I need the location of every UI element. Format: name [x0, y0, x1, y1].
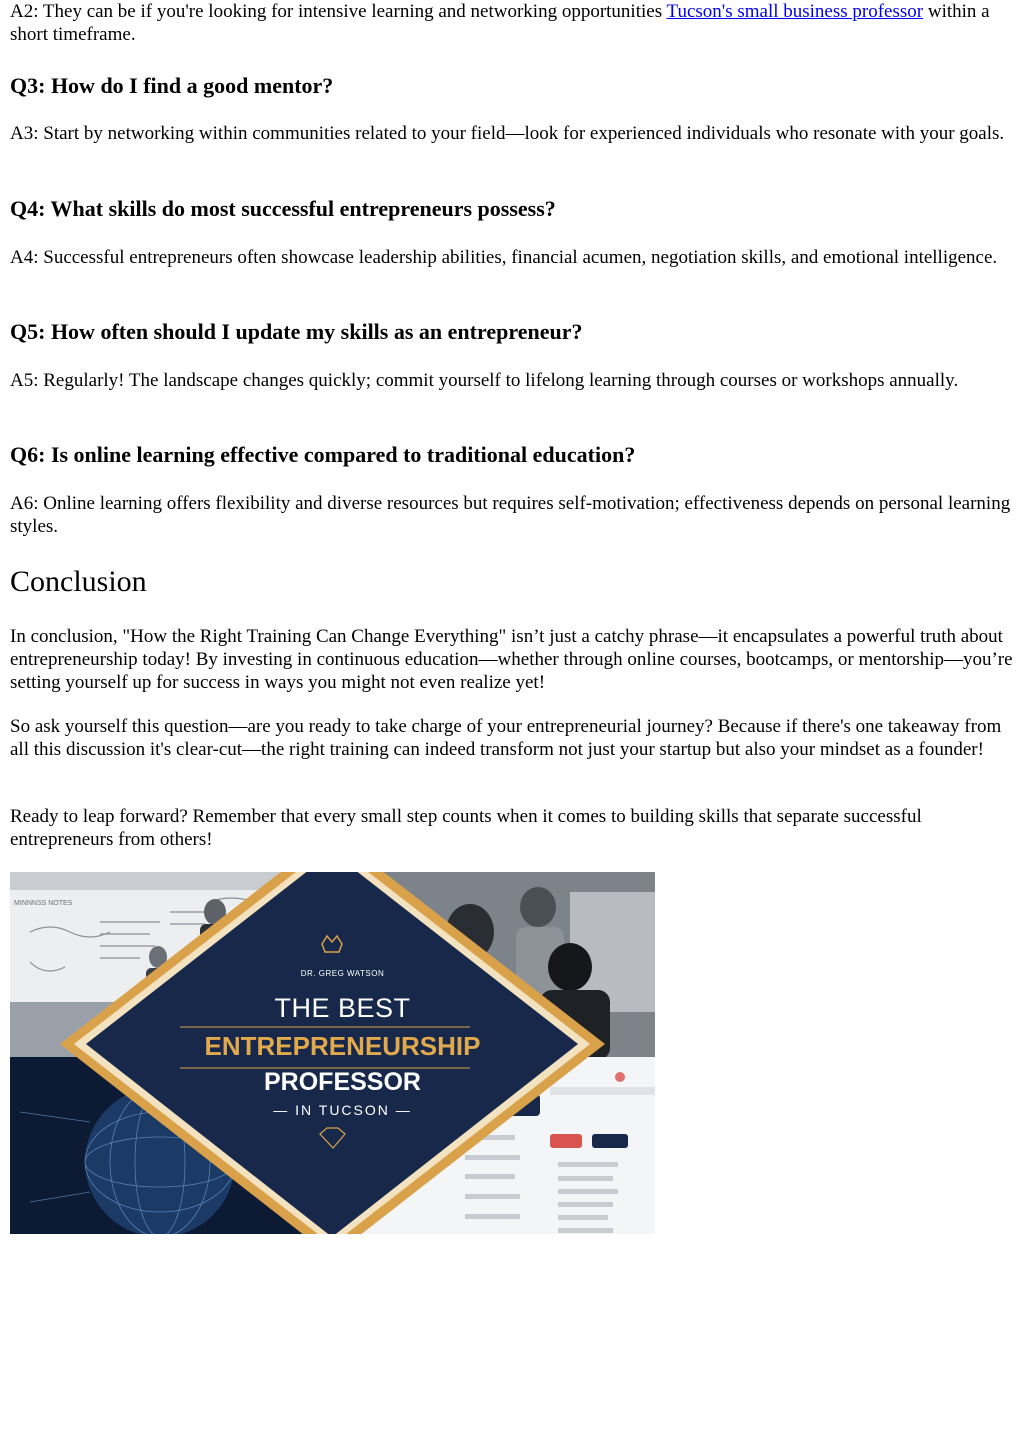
answer-a2-text: A2: They can be if you're looking for intensive learning and networking opportunities [10, 1, 667, 22]
badge-title-line3: PROFESSOR [264, 1068, 421, 1096]
dashboard-red-chip [550, 1134, 582, 1148]
answer-a5: A5: Regularly! The landscape changes quickly; commit yourself to lifelong learning through courses or workshops annually. [10, 370, 959, 391]
question-q3: Q3: How do I find a good mentor? [10, 73, 334, 98]
conclusion-heading: Conclusion [10, 565, 147, 598]
question-q4: Q4: What skills do most successful entrepreneurs possess? [10, 196, 556, 221]
answer-a3: A3: Start by networking within communities related to your field—look for experienced individuals who resonate with your goals. [10, 123, 1005, 144]
badge-name-line: DR. GREG WATSON [300, 969, 385, 978]
dashboard-navy-chip [592, 1134, 628, 1148]
badge-title-line4: — IN TUCSON — [273, 1102, 412, 1118]
entrepreneurship-professor-banner [10, 872, 655, 1234]
whiteboard-label: MINNNSS NOTES [14, 900, 73, 907]
badge-title-line1: THE BEST [274, 993, 411, 1023]
question-q6: Q6: Is online learning effective compared to traditional education? [10, 442, 636, 467]
conclusion-paragraph-1: In conclusion, "How the Right Training Can Change Everything" isn’t just a catchy phrase—it encapsulates a powerful truth about entrepreneurship today! By investing in continuous education—whether through online courses, bootcamps, or mentorship—you’re setting yourself up for success in ways you might not even realize yet! [10, 626, 1013, 693]
man-glasses-head [520, 887, 556, 927]
dashboard-avatar-dot [615, 1072, 625, 1082]
dashboard-header-bar [550, 1087, 655, 1095]
answer-a2-tail: within a short timeframe. [10, 1, 990, 45]
answer-a2 [10, 0, 1018, 46]
man-foreground-head [548, 943, 592, 991]
answer-a6: A6: Online learning offers flexibility and diverse resources but requires self-motivation; effectiveness depends on personal learning styles. [10, 493, 1011, 537]
tucson-professor-link[interactable]: Tucson's small business professor [666, 1, 924, 22]
answer-a4: A4: Successful entrepreneurs often showcase leadership abilities, financial acumen, negotiation skills, and emotional intelligence. [10, 247, 998, 268]
conclusion-paragraph-2: So ask yourself this question—are you ready to take charge of your entrepreneurial journey? Because if there's one takeaway from all this discussion it's clear-cut—the right training can indeed transform not just your startup but also your mindset as a founder! [10, 716, 1002, 760]
question-q5: Q5: How often should I update my skills as an entrepreneur? [10, 319, 583, 344]
badge-title-line2: ENTREPRENEURSHIP [204, 1031, 481, 1061]
conclusion-paragraph-3: Ready to leap forward? Remember that every small step counts when it comes to building skills that separate successful entrepreneurs from others! [10, 806, 922, 850]
